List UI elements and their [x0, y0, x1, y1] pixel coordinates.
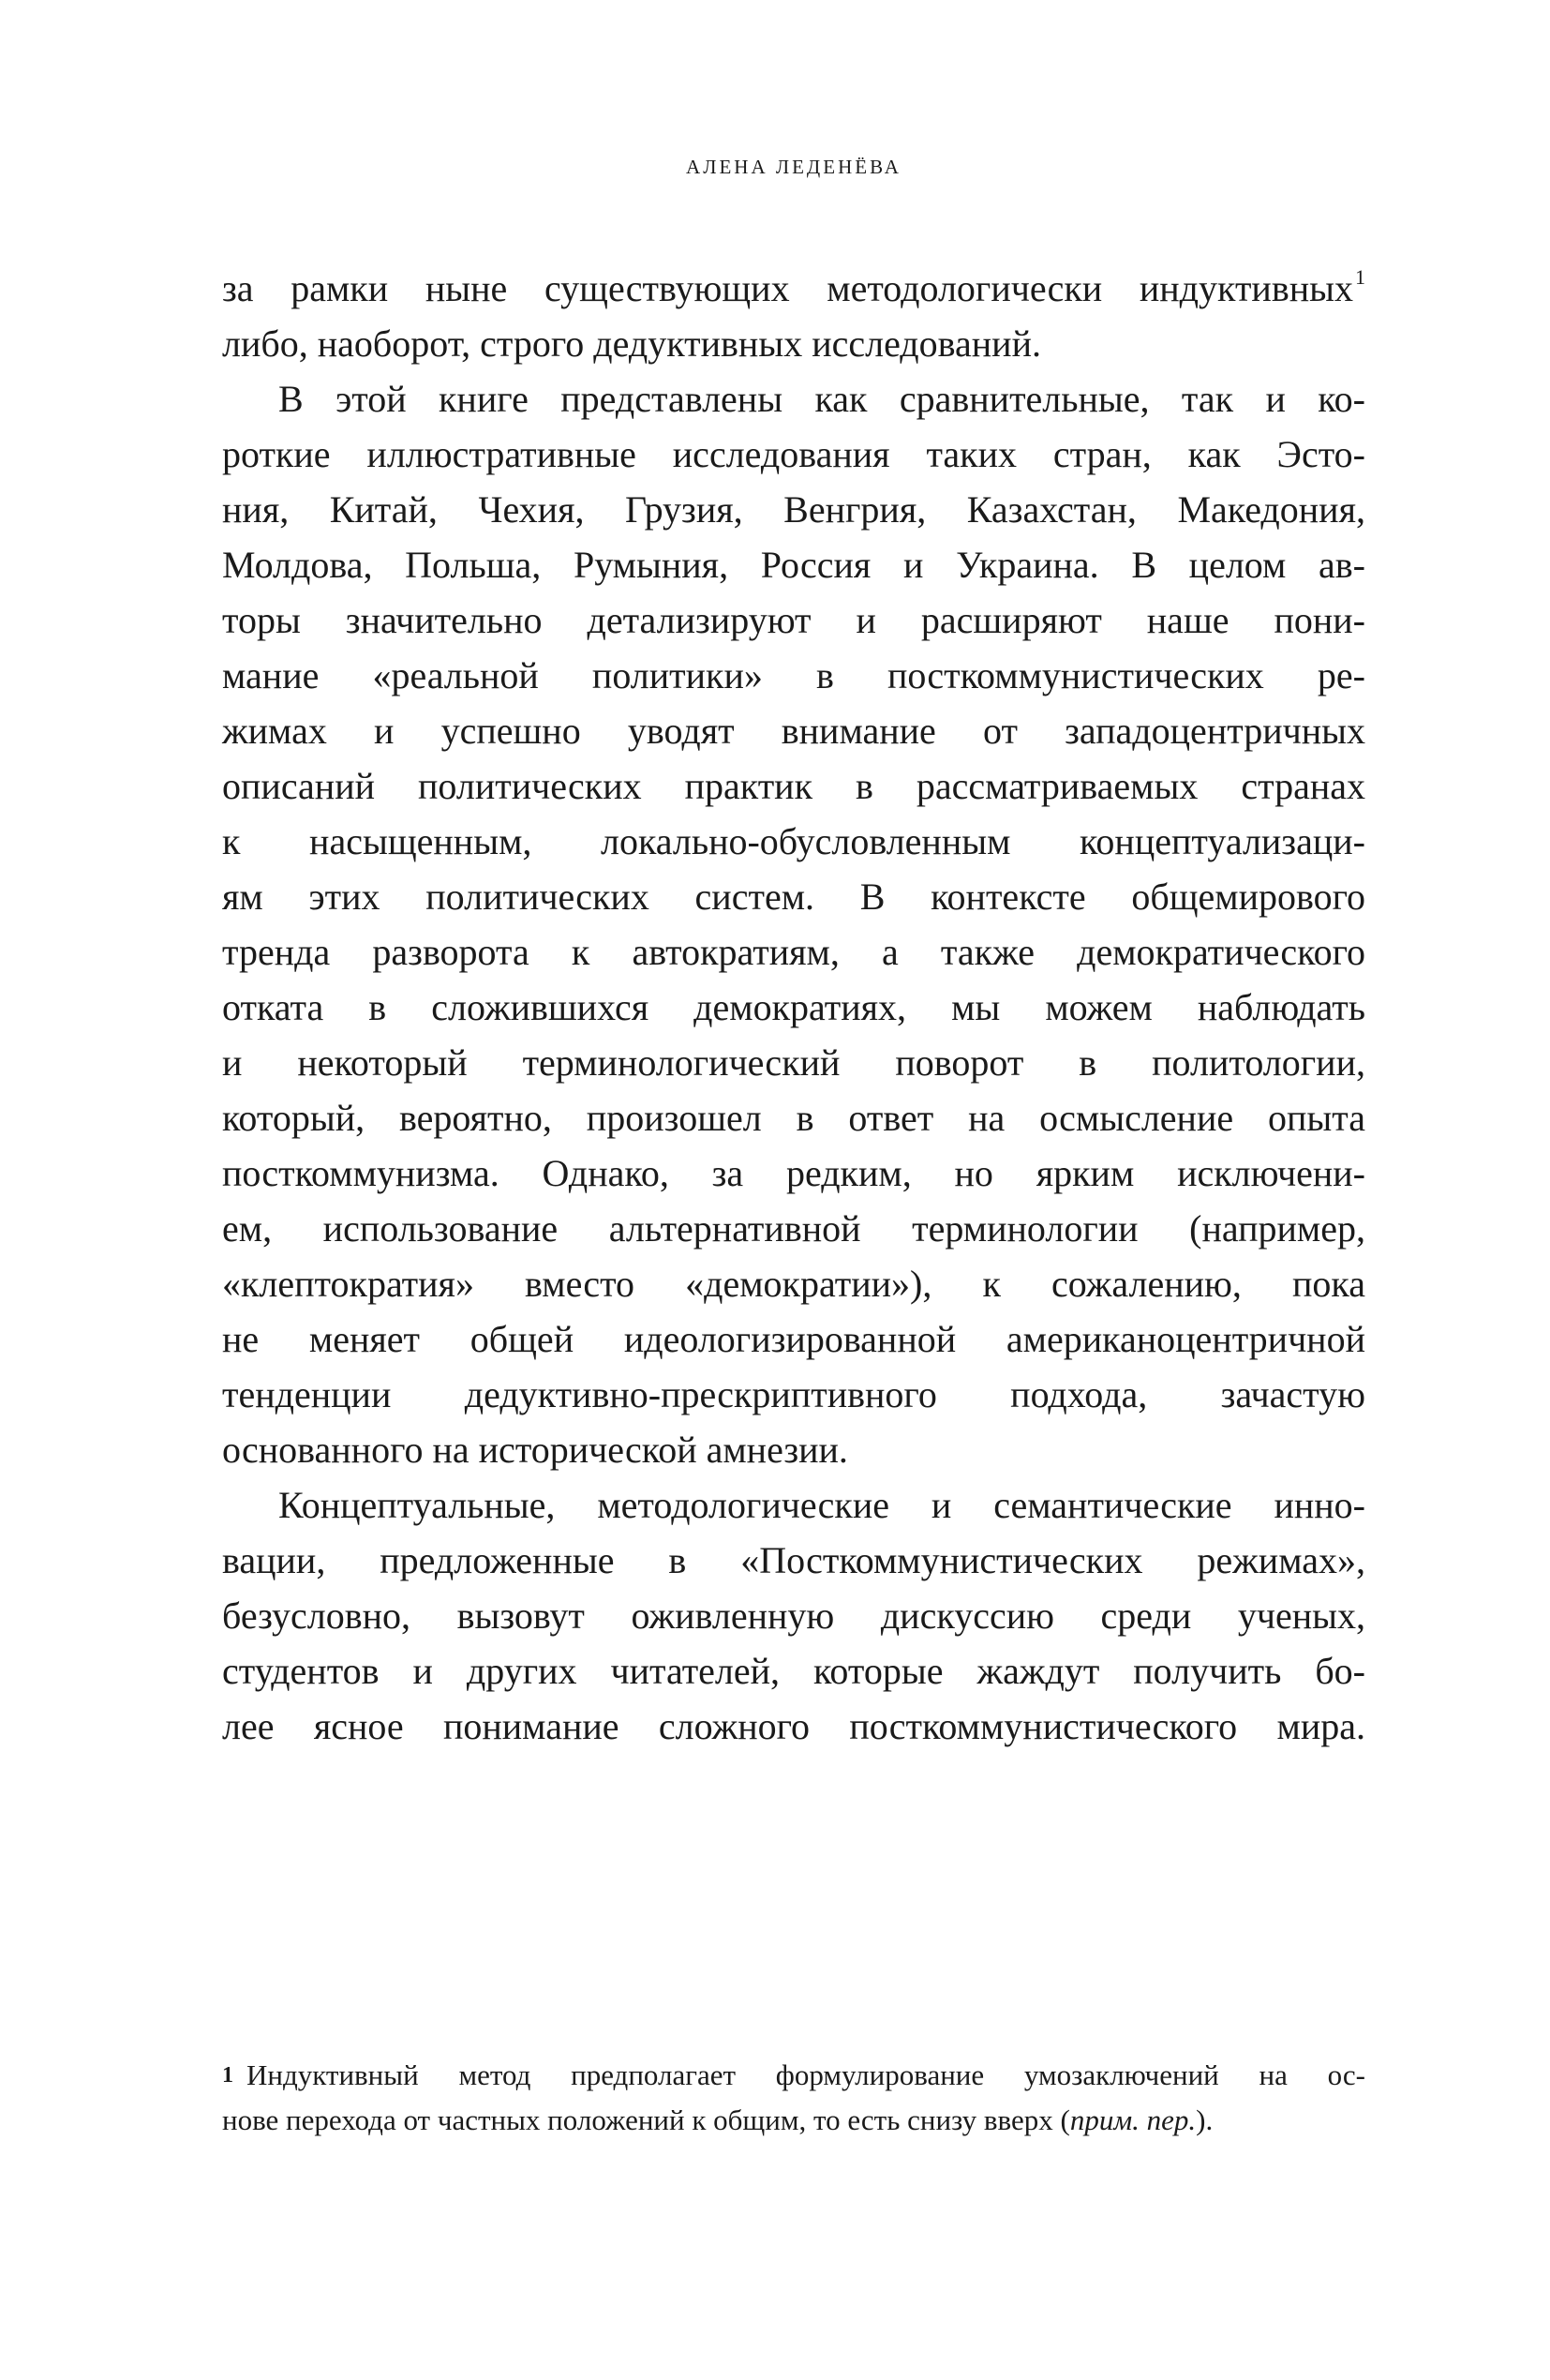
- running-head: АЛЕНА ЛЕДЕНЁВА: [686, 156, 902, 178]
- body-text: [222, 261, 1365, 1754]
- line-text: ям этих политических систем. В контексте общемирового: [222, 876, 1365, 918]
- text-line: [222, 482, 1365, 537]
- text-line: [222, 261, 1365, 316]
- line-text: студентов и других читателей, которые жаждут получить бо-: [222, 1650, 1365, 1692]
- text-line: [222, 980, 1365, 1035]
- line-text: лее ясное понимание сложного посткоммунистического мира.: [222, 1705, 1365, 1747]
- footnote-text: нове перехода от частных положений к общим, то есть снизу вверх (: [222, 2103, 1070, 2136]
- line-text: «клептократия» вместо «демократии»), к сожалению, пока: [222, 1263, 1365, 1305]
- footnote-reference: 1: [1355, 265, 1365, 289]
- line-text: не меняет общей идеологизированной американоцентричной: [222, 1318, 1365, 1360]
- text-line: [222, 1311, 1365, 1367]
- footnote-line: [222, 2053, 1365, 2098]
- text-line: [222, 592, 1365, 648]
- line-text: за рамки ныне существующих методологически индуктивных: [222, 267, 1353, 309]
- footnote-text-end: ).: [1196, 2103, 1214, 2136]
- text-line: [222, 1035, 1365, 1090]
- line-text: тренда разворота к автократиям, а также демократического: [222, 931, 1365, 973]
- line-text: основанного на исторической амнезии.: [222, 1429, 848, 1471]
- line-text: роткие иллюстративные исследования таких стран, как Эсто-: [222, 433, 1365, 475]
- line-text: тенденции дедуктивно-прескриптивного подхода, зачастую: [222, 1373, 1365, 1415]
- paragraph: [222, 371, 1365, 1477]
- text-line: [222, 316, 1365, 371]
- text-line: [222, 1256, 1365, 1311]
- line-text: и некоторый терминологический поворот в политологии,: [222, 1041, 1365, 1084]
- text-line: [222, 758, 1365, 814]
- text-line: [222, 537, 1365, 592]
- line-text: ния, Китай, Чехия, Грузия, Венгрия, Казахстан, Македония,: [222, 488, 1365, 531]
- line-text: безусловно, вызовут оживленную дискуссию среди ученых,: [222, 1594, 1365, 1637]
- text-line: [222, 1201, 1365, 1256]
- text-line: [222, 1533, 1365, 1588]
- line-text: посткоммунизма. Однако, за редким, но ярким исключени-: [222, 1152, 1365, 1194]
- text-line: [222, 1422, 1365, 1477]
- line-text: описаний политических практик в рассматриваемых странах: [222, 765, 1365, 807]
- footnote-line: [222, 2098, 1365, 2143]
- line-text: мание «реальной политики» в посткоммунистических ре-: [222, 654, 1365, 696]
- paragraph: [222, 1477, 1365, 1754]
- text-line: [222, 427, 1365, 482]
- line-text: к насыщенным, локально-обусловленным концептуализаци-: [222, 820, 1365, 862]
- text-line: [222, 1643, 1365, 1699]
- text-line: [222, 1145, 1365, 1201]
- text-line: [222, 1090, 1365, 1145]
- text-line: [222, 1477, 1365, 1533]
- footnote-italic-note: прим. пер.: [1069, 2103, 1197, 2136]
- line-text: отката в сложившихся демократиях, мы можем наблюдать: [222, 986, 1365, 1028]
- line-text: вации, предложенные в «Посткоммунистических режимах»,: [222, 1539, 1365, 1581]
- footnotes: [222, 2053, 1365, 2143]
- line-text: Концептуальные, методологические и семантические инно-: [278, 1484, 1365, 1526]
- text-line: [222, 703, 1365, 758]
- text-line: [222, 869, 1365, 924]
- line-text: жимах и успешно уводят внимание от западоцентричных: [222, 710, 1365, 752]
- line-text: торы значительно детализируют и расширяют наше пони-: [222, 599, 1365, 641]
- paragraph: [222, 261, 1365, 371]
- text-line: [222, 1367, 1365, 1422]
- line-text: либо, наоборот, строго дедуктивных исследований.: [222, 322, 1041, 365]
- line-text: Молдова, Польша, Румыния, Россия и Украина. В целом ав-: [222, 544, 1365, 586]
- line-text: ем, использование альтернативной терминологии (например,: [222, 1207, 1365, 1250]
- footnote-text: Индуктивный метод предполагает формулирование умозаключений на ос-: [246, 2058, 1365, 2091]
- text-line: [222, 814, 1365, 869]
- text-line: [222, 1588, 1365, 1643]
- text-line: [222, 648, 1365, 703]
- line-text: В этой книге представлены как сравнительные, так и ко-: [278, 378, 1365, 420]
- text-line: [222, 924, 1365, 980]
- footnote-marker: 1: [222, 2063, 233, 2088]
- line-text: который, вероятно, произошел в ответ на осмысление опыта: [222, 1097, 1365, 1139]
- text-line: [222, 371, 1365, 427]
- text-line: [222, 1699, 1365, 1754]
